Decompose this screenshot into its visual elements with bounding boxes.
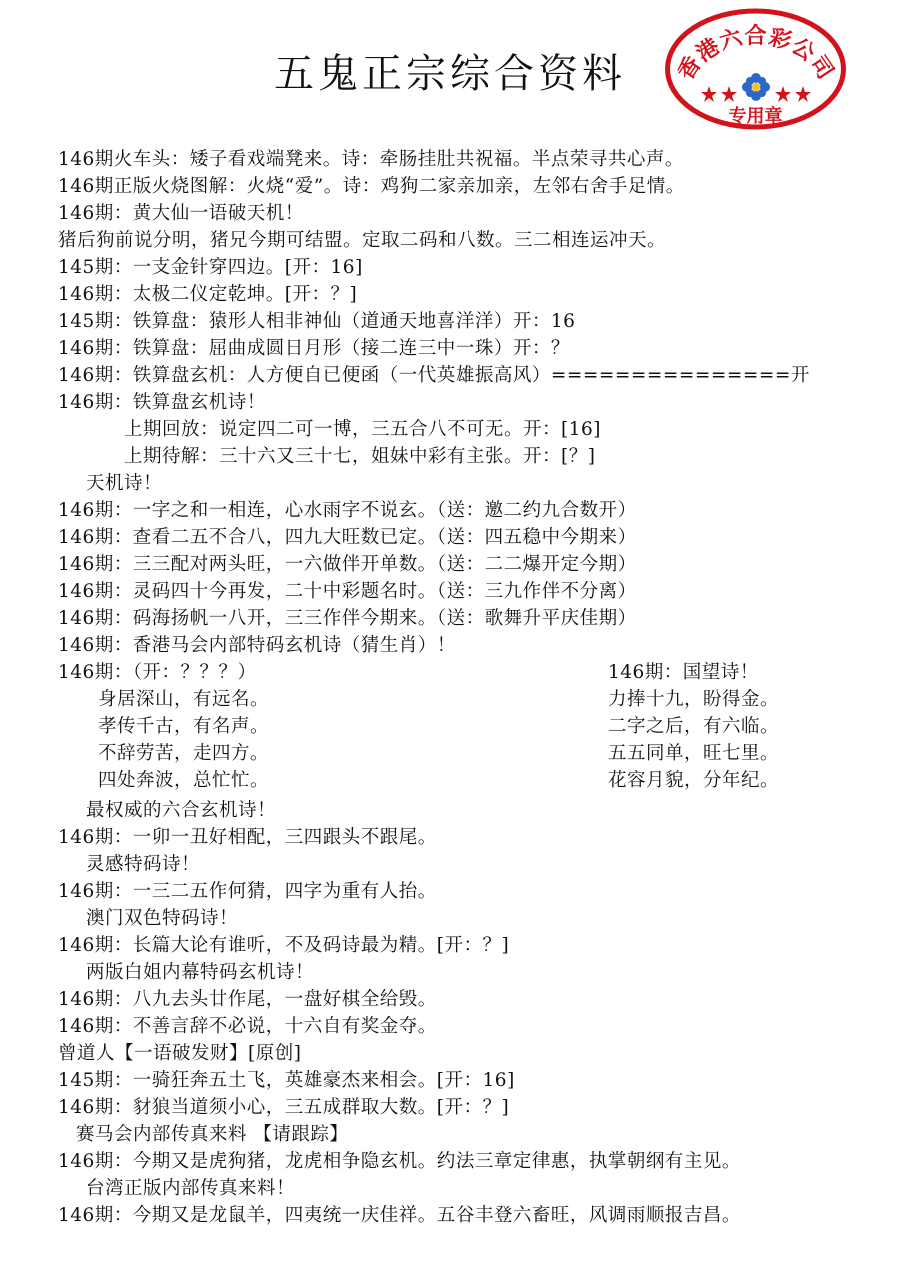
text-line: 145期：铁算盘：猿形人相非神仙（道通天地喜洋洋）开：16 — [58, 311, 576, 332]
text-line: 上期回放：说定四二可一博，三五合八不可无。开：[16] — [124, 419, 601, 440]
text-line: 猪后狗前说分明，猪兄今期可结盟。定取二码和八数。三二相连运冲天。 — [58, 230, 667, 251]
section-heading: 台湾正版内部传真来料！ — [86, 1178, 296, 1199]
section-heading: 天机诗！ — [86, 473, 163, 494]
text-line: 146期：灵码四十今再发，二十中彩题名时。（送：三九作伴不分离） — [58, 581, 637, 602]
text-line: 146期：不善言辞不必说，十六自有奖金夺。 — [58, 1016, 437, 1037]
text-line: 145期：一支金针穿四边。[开：16] — [58, 257, 363, 278]
text-line: 146期：今期又是虎狗猪，龙虎相争隐玄机。约法三章定律惠，执掌朝纲有主见。 — [58, 1151, 741, 1172]
text-line: 146期：铁算盘玄机：人方便自已便函（一代英雄振高风）===============开 — [58, 365, 810, 386]
text-line: 146期：八九去头廿作尾，一盘好棋全给毁。 — [58, 989, 437, 1010]
right-poem-line: 花容月貌，分年纪。 — [608, 770, 780, 791]
seal-subtext: 专用章 — [728, 106, 783, 127]
right-poem-title: 146期：国望诗！ — [608, 662, 759, 683]
seal-text: 香港六合彩公司 — [672, 23, 840, 85]
section-heading: 最权威的六合玄机诗！ — [86, 800, 277, 821]
page-title: 五鬼正宗综合资料 — [274, 51, 626, 97]
text-line: 146期：长篇大论有谁听，不及码诗最为精。[开：？] — [58, 935, 510, 956]
right-poem-line: 力捧十九，盼得金。 — [608, 689, 780, 710]
text-line: 146期：豺狼当道须小心，三五成群取大数。[开：？] — [58, 1097, 510, 1118]
text-line: 146期：铁算盘玄机诗！ — [58, 392, 266, 413]
text-line: 146期：黄大仙一语破天机！ — [58, 203, 304, 224]
company-seal-stamp — [663, 6, 848, 132]
right-poem-line: 二字之后，有六临。 — [608, 716, 780, 737]
text-line: 146期：一卯一丑好相配，三四跟头不跟尾。 — [58, 827, 437, 848]
text-line: 上期待解：三十六又三十七，姐妹中彩有主张。开：[？] — [124, 446, 596, 467]
text-line: 146期：三三配对两头旺，一六做伴开单数。（送：二二爆开定今期） — [58, 554, 637, 575]
seal-flower-icon — [742, 73, 770, 101]
text-line: 145期：一骑狂奔五土飞，英雄豪杰来相会。[开：16] — [58, 1070, 515, 1091]
text-line: 146期：今期又是龙鼠羊，四夷统一庆佳祥。五谷丰登六畜旺，风调雨顺报吉昌。 — [58, 1205, 741, 1226]
section-heading: 灵感特码诗！ — [86, 854, 201, 875]
section-heading: 两版白姐内幕特码玄机诗！ — [86, 962, 315, 983]
text-line: 146期：铁算盘：屈曲成圆日月形（接二连三中一珠）开：？ — [58, 338, 570, 359]
text-line: 146期火车头：矮子看戏端凳来。诗：牵肠挂肚共祝福。半点荣寻共心声。 — [58, 149, 684, 170]
text-line: 146期：香港马会内部特码玄机诗（猜生肖）！ — [58, 635, 456, 656]
section-heading: 曾道人【一语破发财】[原创] — [58, 1043, 302, 1064]
section-heading: 澳门双色特码诗！ — [86, 908, 239, 929]
poem-line: 四处奔波，总忙忙。 — [98, 770, 270, 791]
poem-line: 不辞劳苦，走四方。 — [98, 743, 270, 764]
poem-line: 身居深山，有远名。 — [98, 689, 270, 710]
text-line: 146期：码海扬帆一八开，三三作伴今期来。（送：歌舞升平庆佳期） — [58, 608, 637, 629]
text-line: 146期正版火烧图解：火烧“爱”。诗：鸡狗二家亲加亲，左邻右舍手足情。 — [58, 176, 685, 197]
text-line: 146期：查看二五不合八，四九大旺数已定。（送：四五稳中今期来） — [58, 527, 637, 548]
text-line: 146期：一字之和一相连，心水雨字不说玄。（送：邀二约九合数开） — [58, 500, 637, 521]
right-poem-line: 五五同单，旺七里。 — [608, 743, 780, 764]
text-line: 146期：（开：？？？） — [58, 662, 257, 683]
section-heading: 赛马会内部传真来料 【请跟踪】 — [76, 1124, 349, 1145]
poem-line: 孝传千古，有名声。 — [98, 716, 270, 737]
text-line: 146期：一三二五作何猜，四字为重有人抬。 — [58, 881, 437, 902]
text-line: 146期：太极二仪定乾坤。[开：？] — [58, 284, 358, 305]
